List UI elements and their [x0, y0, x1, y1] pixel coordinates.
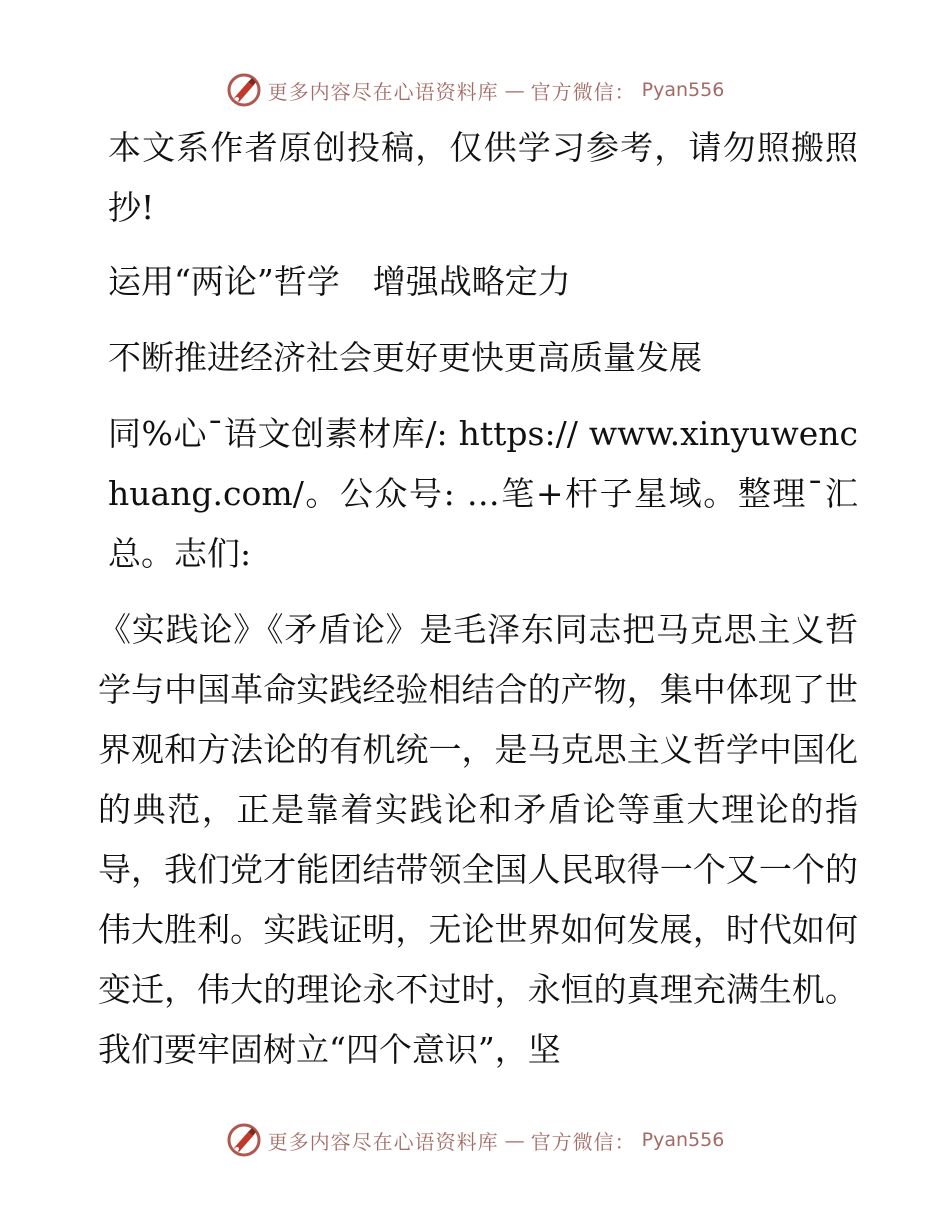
banner-secondary-text: 官方微信： [530, 79, 636, 104]
source-line: 同%心¯语文创素材库/: https:// www.xinyuwenchuang.com/。公众号: …笔+杆子星域。整理¯汇总。志们: [108, 414, 858, 573]
banner-handle: Pyan556 [641, 79, 725, 101]
watermark-banner [226, 72, 725, 108]
page-footer-banner [0, 1120, 950, 1160]
body-paragraph: 《实践论》《矛盾论》是毛泽东同志把马克思主义哲学与中国革命实践经验相结合的产物，集中体现了世界观和方法论的有机统一，是马克思主义哲学中国化的典范，正是靠着实践论和矛盾论等重大理论的指导，我们党才能团结带领全国人民取得一个又一个的伟大胜利。实践证明，无论世界如何发展，时代如何变迁，伟大的理论永不过时，永恒的真理充满生机。我们要牢固树立“四个意识”，坚 [98, 610, 858, 1069]
banner-main-text: 更多内容尽在心语资料库 [267, 1129, 499, 1154]
copyright-notice: 本文系作者原创投稿，仅供学习参考，请勿照搬照抄! [108, 128, 858, 227]
banner-secondary-text: 官方微信： [530, 1129, 636, 1154]
banner-main-text: 更多内容尽在心语资料库 [267, 79, 499, 104]
pen-logo-icon [226, 72, 262, 108]
document-body [98, 118, 858, 1080]
document-title: 运用“两论”哲学 增强战略定力 [108, 262, 571, 301]
watermark-banner-footer [226, 1122, 725, 1158]
banner-dash: — [504, 1128, 525, 1152]
document-subtitle: 不断推进经济社会更好更快更高质量发展 [108, 338, 702, 377]
page-header-banner [0, 70, 950, 110]
banner-handle: Pyan556 [641, 1129, 725, 1151]
pen-logo-icon [226, 1122, 262, 1158]
banner-dash: — [504, 78, 525, 102]
